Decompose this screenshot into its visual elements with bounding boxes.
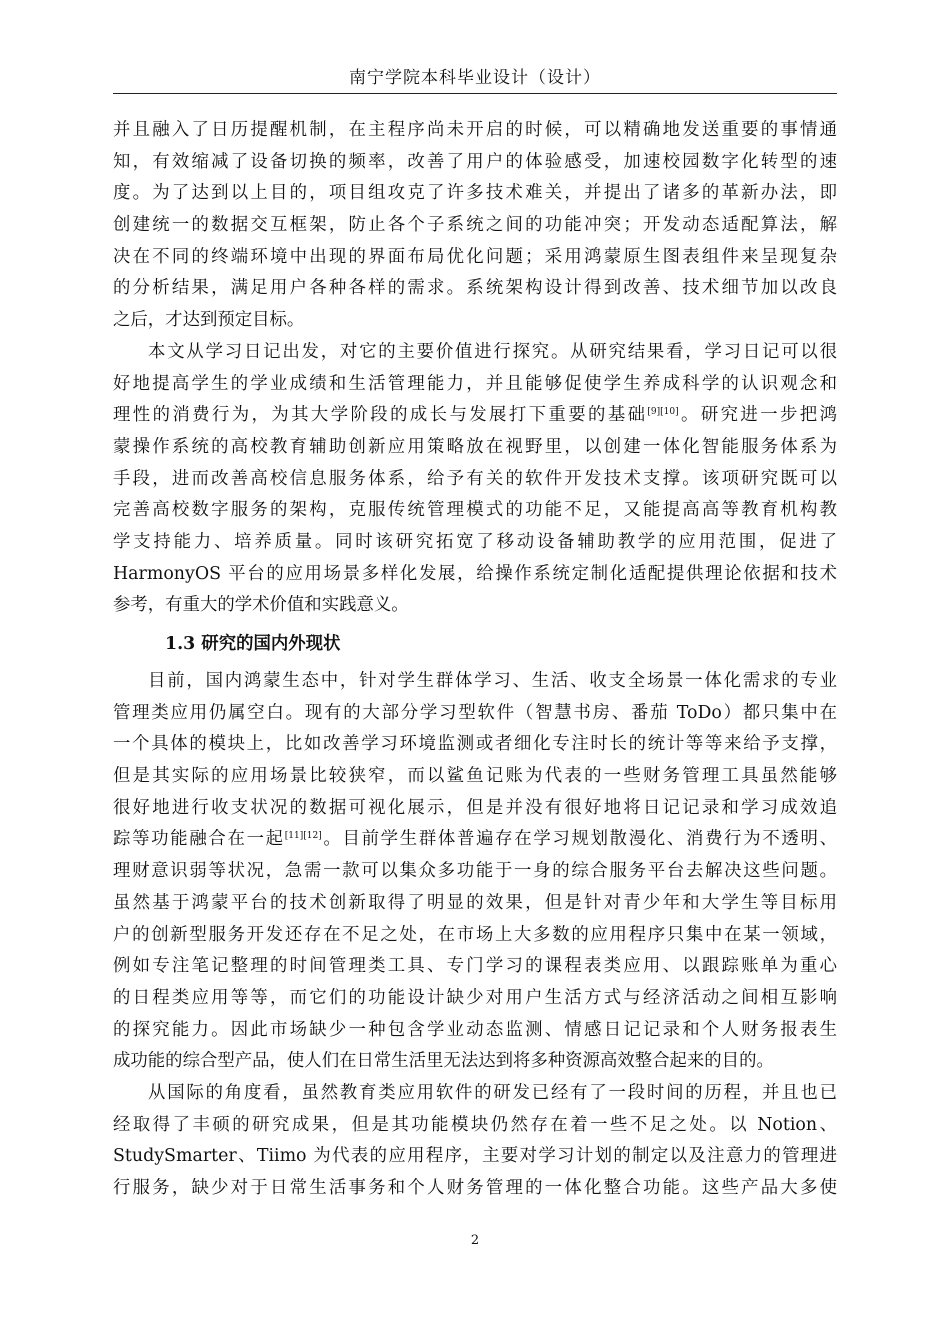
text-line-with-citation (113, 400, 837, 432)
text-line: 参考，有重大的学术价值和实践意义。 (113, 595, 409, 616)
text-line: 户的创新型服务开发还存在不足之处，在市场上大多数的应用程序只集中在某一领域， (113, 924, 837, 945)
text-line: 手段，进而改善高校信息服务体系，给予有关的软件开发技术支撑。该项研究既可以 (113, 468, 837, 489)
page-header-title: 南宁学院本科毕业设计（设计） (349, 68, 601, 88)
text-line: 的分析结果，满足用户各种各样的需求。系统架构设计得到改善、技术细节加以改良 (113, 278, 837, 299)
text-line: 知，有效缩减了设备切换的频率，改善了用户的体验感受，加速校园数字化转型的速 (113, 151, 837, 172)
text-line: 创建统一的数据交互框架，防止各个子系统之间的功能冲突；开发动态适配算法，解 (113, 215, 837, 236)
text-line: 的日程类应用等等，而它们的功能设计缺少对用户生活方式与经济活动之间相互影响 (113, 987, 837, 1008)
paragraph-2 (113, 337, 837, 622)
paragraph-3 (113, 666, 837, 1078)
text-line: 例如专注笔记整理的时间管理类工具、专门学习的课程表类应用、以跟踪账单为重心 (113, 956, 837, 977)
text-line: 度。为了达到以上目的，项目组攻克了许多技术难关，并提出了诸多的革新办法，即 (113, 183, 837, 204)
text-line: 之后，才达到预定目标。 (113, 310, 305, 331)
text-line: 学支持能力、培养质量。同时该研究拓宽了移动设备辅助教学的应用范围，促进了 (113, 531, 837, 552)
text-line: 的探究能力。因此市场缺少一种包含学业动态监测、情感日记记录和个人财务报表生 (113, 1019, 837, 1040)
citation: [11][12] (284, 831, 322, 842)
text-line: 并且融入了日历提醒机制，在主程序尚未开启的时候，可以精确地发送重要的事情通 (113, 120, 837, 140)
text-span: 理性的消费行为，为其大学阶段的成长与发展打下重要的基础 (113, 405, 648, 426)
text-line: 行服务，缺少对于日常生活事务和个人财务管理的一体化整合功能。这些产品大多使 (113, 1178, 837, 1198)
citation: [9][10] (647, 407, 679, 418)
text-line: 好地提高学生的学业成绩和生活管理能力，并且能够促使学生养成科学的认识观念和 (113, 373, 837, 394)
text-span: 。研究进一步把鸿 (678, 405, 837, 426)
text-line: 虽然基于鸿蒙平台的技术创新取得了明显的效果，但是针对青少年和大学生等目标用 (113, 892, 837, 913)
header-rule (113, 93, 837, 94)
text-line: 从国际的角度看，虽然教育类应用软件的研发已经有了一段时间的历程，并且也已 (148, 1082, 837, 1103)
paragraph-1 (113, 115, 837, 337)
text-line: 完善高校数字服务的架构，克服传统管理模式的功能不足，又能提高高等教育机构教 (113, 500, 837, 521)
text-line: 成功能的综合型产品，使人们在日常生活里无法达到将多种资源高效整合起来的目的。 (113, 1051, 774, 1072)
text-line: 蒙操作系统的高校教育辅助创新应用策略放在视野里，以创建一体化智能服务体系为 (113, 436, 837, 457)
text-line: 很好地进行收支状况的数据可视化展示，但是并没有很好地将日记记录和学习成效追 (113, 797, 837, 818)
page-number: 2 (470, 1233, 480, 1248)
text-line: HarmonyOS 平台的应用场景多样化发展，给操作系统定制化适配提供理论依据和技术 (113, 563, 837, 584)
text-line: 目前，国内鸿蒙生态中，针对学生群体学习、生活、收支全场景一体化需求的专业 (148, 671, 837, 691)
text-line: 一个具体的模块上，比如改善学习环境监测或者细化专注时长的统计等等来给予支撑， (113, 734, 837, 755)
body-text (113, 115, 837, 1205)
text-line: 决在不同的终端环境中出现的界面布局优化问题；采用鸿蒙原生图表组件来呈现复杂 (113, 246, 837, 267)
text-line-with-citation (113, 824, 837, 856)
text-line: 管理类应用仍属空白。现有的大部分学习型软件（智慧书房、番茄 ToDo）都只集中在 (113, 702, 837, 723)
text-line: 但是其实际的应用场景比较狭窄，而以鲨鱼记账为代表的一些财务管理工具虽然能够 (113, 766, 837, 787)
text-line: 本文从学习日记出发，对它的主要价值进行探究。从研究结果看，学习日记可以很 (148, 341, 837, 362)
paragraph-4 (113, 1078, 837, 1205)
section-heading: 1.3 研究的国内外现状 (165, 634, 341, 654)
text-line: 理财意识弱等状况，急需一款可以集众多功能于一身的综合服务平台去解决这些问题。 (113, 861, 837, 882)
text-line: 经取得了丰硕的研究成果，但是其功能模块仍然存在着一些不足之处。以 Notion、 (113, 1114, 837, 1135)
text-span: 踪等功能融合在一起 (113, 829, 285, 850)
text-line: StudySmarter、Tiimo 为代表的应用程序，主要对学习计划的制定以及注意力的管理进 (113, 1146, 837, 1167)
text-span: 。目前学生群体普遍存在学习规划散漫化、消费行为不透明、 (321, 829, 837, 850)
